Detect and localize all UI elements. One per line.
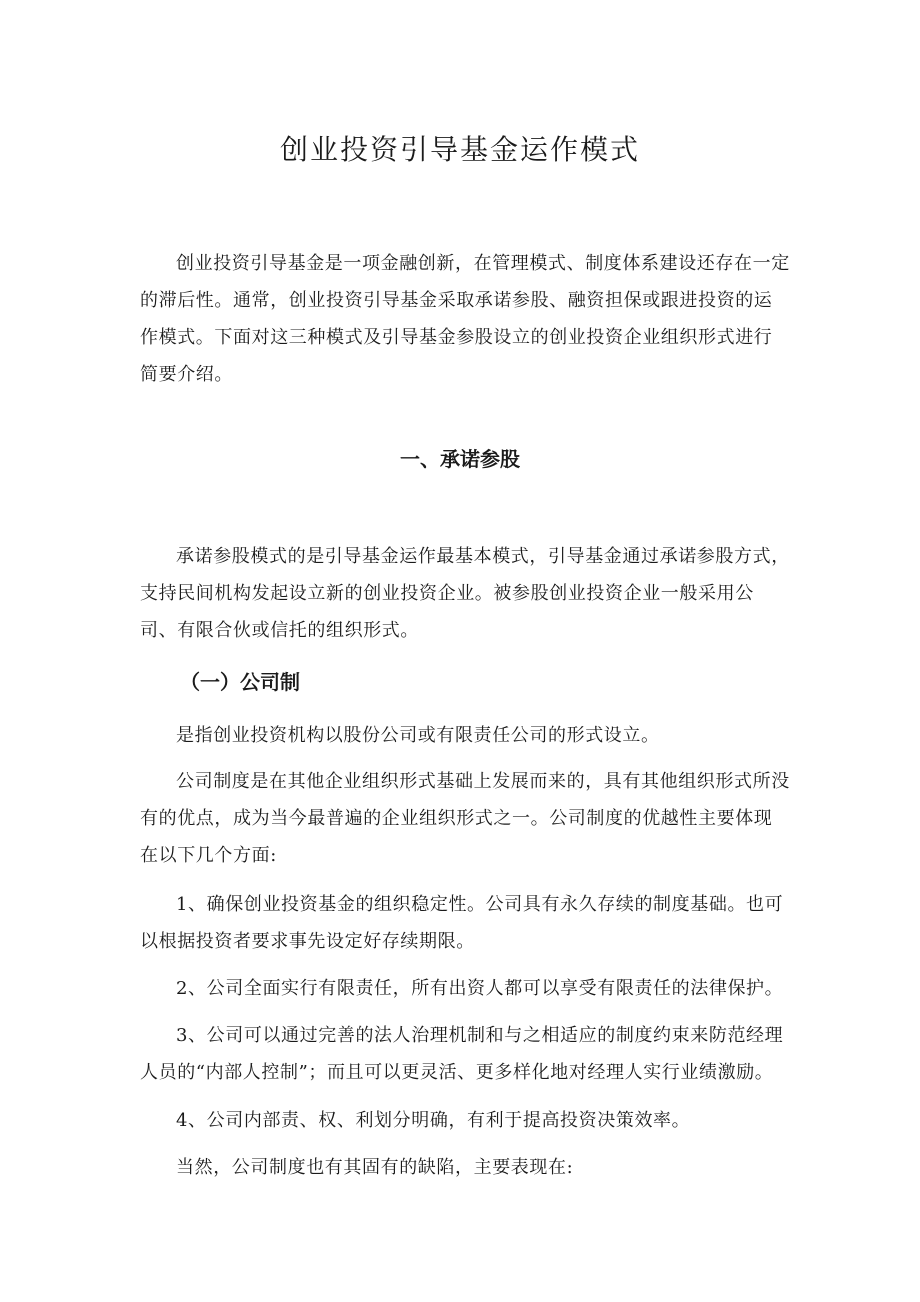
subsection-heading-company: （一）公司制	[180, 670, 300, 694]
section-heading-1: 一、承诺参股	[400, 447, 520, 471]
company-disadvantages-paragraph: 当然，公司制度也有其固有的缺陷，主要表现在:	[176, 1157, 574, 1178]
section-1-paragraph: 承诺参股模式的是引导基金运作最基本模式，引导基金通过承诺参股方式，支持民间机构发起设立新的创业投资企业。被参股创业投资企业一般采用公司、有限合伙或信托的组织形式。	[140, 546, 790, 641]
company-definition-paragraph: 是指创业投资机构以股份公司或有限责任公司的形式设立。	[176, 725, 660, 746]
advantage-item-4: 4、公司内部责、权、利划分明确，有利于提高投资决策效率。	[176, 1110, 691, 1131]
intro-paragraph: 创业投资引导基金是一项金融创新，在管理模式、制度体系建设还存在一定的滞后性。通常，创业投资引导基金采取承诺参股、融资担保或跟进投资的运作模式。下面对这三种模式及引导基金参股设立的创业投资企业组织形式进行简要介绍。	[140, 253, 790, 385]
advantage-item-2: 2、公司全面实行有限责任，所有出资人都可以享受有限责任的法律保护。	[176, 978, 784, 999]
document-title: 创业投资引导基金运作模式	[279, 133, 640, 166]
advantage-item-1: 1、确保创业投资基金的组织稳定性。公司具有永久存续的制度基础。也可以根据投资者要求事先设定好存续期限。	[140, 894, 784, 952]
company-advantages-paragraph: 公司制度是在其他企业组织形式基础上发展而来的，具有其他组织形式所没有的优点，成为当今最普遍的企业组织形式之一。公司制度的优越性主要体现在以下几个方面:	[140, 771, 790, 866]
advantage-item-3: 3、公司可以通过完善的法人治理机制和与之相适应的制度约束来防范经理人员的“内部人控制”；而且可以更灵活、更多样化地对经理人实行业绩激励。	[140, 1025, 784, 1083]
